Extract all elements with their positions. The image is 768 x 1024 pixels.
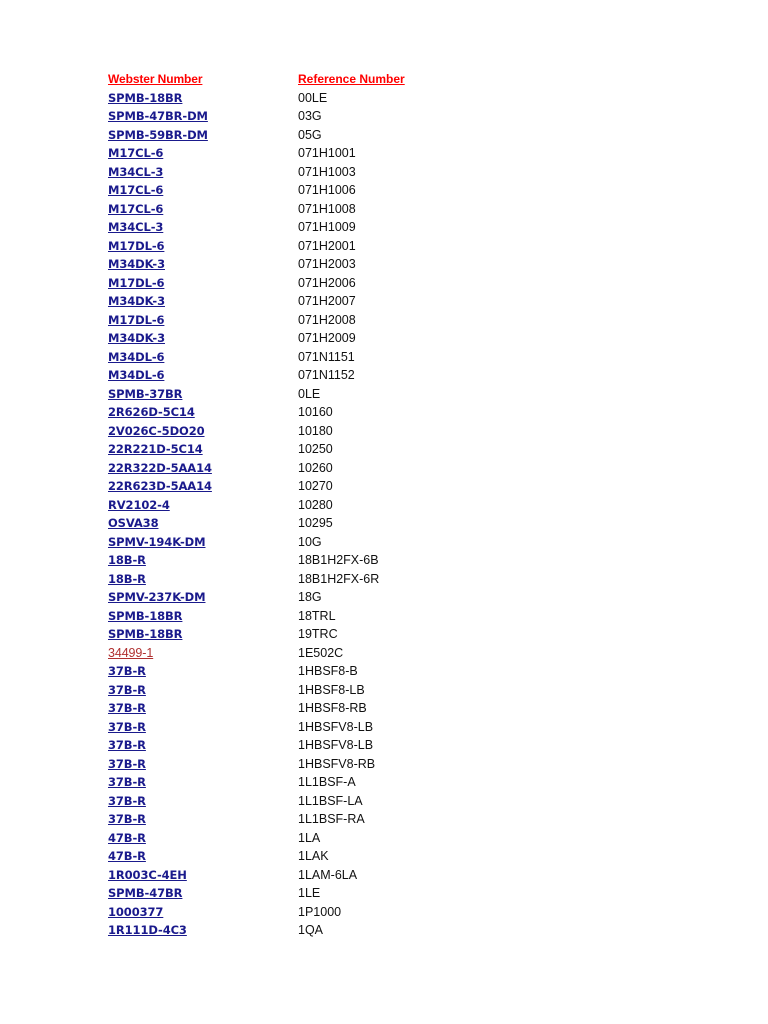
table-row <box>0 810 768 829</box>
reference-number-cell: 071H2008 <box>298 312 356 327</box>
reference-number-cell: 071H2003 <box>298 257 356 271</box>
reference-number-cell: 18B1H2FX-6B <box>298 553 379 567</box>
table-row <box>0 699 768 718</box>
table-row <box>0 440 768 459</box>
table-row <box>0 681 768 700</box>
table-row <box>0 366 768 385</box>
webster-number-link[interactable]: 2R626D-5C14 <box>108 405 195 419</box>
webster-number-link[interactable]: 37B-R <box>108 738 146 752</box>
table-row <box>0 403 768 422</box>
reference-number-cell: 1HBSFV8-LB <box>298 719 374 734</box>
reference-number-cell: 071H2009 <box>298 331 356 345</box>
table-row <box>0 200 768 219</box>
reference-number-cell: 1LE <box>298 886 321 900</box>
reference-number-cell: 10G <box>298 534 322 549</box>
webster-number-link[interactable]: 34499-1 <box>108 645 154 660</box>
reference-number-cell: 10250 <box>298 442 333 456</box>
reference-number-cell: 10295 <box>298 516 333 530</box>
webster-number-link[interactable]: SPMB-47BR <box>108 886 183 900</box>
table-row <box>0 237 768 256</box>
reference-number-cell: 19TRC <box>298 627 338 641</box>
reference-number-cell: 071H2001 <box>298 238 356 253</box>
webster-number-link[interactable]: SPMV-194K-DM <box>108 534 206 549</box>
reference-number-cell: 1LAM-6LA <box>298 867 358 882</box>
table-row <box>0 144 768 163</box>
reference-number-cell: 1HBSF8-LB <box>298 682 365 697</box>
webster-number-link[interactable]: M17DL-6 <box>108 238 165 253</box>
reference-number-cell: 071H1001 <box>298 146 356 160</box>
webster-number-link[interactable]: 47B-R <box>108 849 146 863</box>
reference-number-cell: 071H1009 <box>298 220 356 234</box>
webster-number-link[interactable]: SPMV-237K-DM <box>108 590 206 604</box>
reference-number-cell: 18G <box>298 590 322 604</box>
reference-number-cell: 10280 <box>298 497 333 512</box>
table-row <box>0 459 768 478</box>
webster-number-link[interactable]: 37B-R <box>108 812 146 826</box>
table-row <box>0 718 768 737</box>
webster-number-link[interactable]: RV2102-4 <box>108 497 170 512</box>
reference-number-cell: 1QA <box>298 923 324 937</box>
table-row <box>0 773 768 792</box>
table-row <box>0 329 768 348</box>
reference-number-cell: 1LAK <box>298 849 329 863</box>
webster-number-link[interactable]: 18B-R <box>108 571 146 586</box>
reference-number-header: Reference Number <box>298 72 405 86</box>
webster-number-link[interactable]: SPMB-18BR <box>108 608 183 623</box>
webster-number-link[interactable]: 22R322D-5AA14 <box>108 460 212 475</box>
reference-number-cell: 071H1006 <box>298 183 356 197</box>
table-row <box>0 644 768 663</box>
webster-number-link[interactable]: M34DL-6 <box>108 368 165 382</box>
table-row <box>0 903 768 922</box>
webster-number-link[interactable]: M34DK-3 <box>108 257 165 271</box>
table-row <box>0 422 768 441</box>
reference-number-cell: 10180 <box>298 423 333 438</box>
table-row <box>0 385 768 404</box>
table-row <box>0 89 768 108</box>
webster-number-link[interactable]: M34CL-3 <box>108 220 164 234</box>
reference-number-cell: 05G <box>298 127 322 142</box>
table-row <box>0 126 768 145</box>
webster-number-link[interactable]: 22R623D-5AA14 <box>108 479 212 493</box>
reference-number-cell: 1HBSF8-B <box>298 664 358 678</box>
webster-number-link[interactable]: 37B-R <box>108 793 146 808</box>
webster-number-link[interactable]: 22R221D-5C14 <box>108 442 203 456</box>
table-row <box>0 570 768 589</box>
table-row <box>0 181 768 200</box>
table-row <box>0 514 768 533</box>
table-row <box>0 625 768 644</box>
webster-number-link[interactable]: M34DK-3 <box>108 294 165 308</box>
table-row <box>0 274 768 293</box>
webster-number-link[interactable]: M17DL-6 <box>108 275 165 290</box>
webster-number-link[interactable]: M34DK-3 <box>108 331 165 345</box>
reference-number-cell: 10160 <box>298 405 333 419</box>
table-row <box>0 311 768 330</box>
webster-number-link[interactable]: SPMB-18BR <box>108 90 183 105</box>
reference-number-cell: 18B1H2FX-6R <box>298 571 380 586</box>
webster-number-link[interactable]: 37B-R <box>108 756 146 771</box>
reference-number-cell: 00LE <box>298 90 328 105</box>
reference-number-cell: 10270 <box>298 479 333 493</box>
reference-number-cell: 1E502C <box>298 645 344 660</box>
table-row <box>0 477 768 496</box>
webster-number-link[interactable]: SPMB-59BR-DM <box>108 127 208 142</box>
webster-number-link[interactable]: M17CL-6 <box>108 183 164 197</box>
reference-number-cell: 18TRL <box>298 608 336 623</box>
table-row <box>0 847 768 866</box>
reference-number-cell: 1L1BSF-RA <box>298 812 365 826</box>
table-row <box>0 755 768 774</box>
table-row <box>0 218 768 237</box>
reference-number-cell: 1HBSFV8-LB <box>298 738 374 752</box>
header-row <box>0 70 768 89</box>
webster-number-link[interactable]: 1R111D-4C3 <box>108 923 187 937</box>
reference-number-cell: 1HBSFV8-RB <box>298 756 376 771</box>
table-row <box>0 588 768 607</box>
table-row <box>0 866 768 885</box>
webster-number-link[interactable]: 47B-R <box>108 830 146 845</box>
reference-number-cell: 071N1151 <box>298 349 355 364</box>
table-row <box>0 255 768 274</box>
table-row <box>0 607 768 626</box>
webster-number-link[interactable]: 2V026C-5DO20 <box>108 423 205 438</box>
reference-number-cell: 0LE <box>298 386 321 401</box>
reference-number-cell: 1LA <box>298 830 321 845</box>
webster-number-link[interactable]: 37B-R <box>108 682 146 697</box>
webster-number-link[interactable]: 37B-R <box>108 775 146 789</box>
table-row <box>0 736 768 755</box>
reference-number-cell: 10260 <box>298 460 333 475</box>
webster-number-link[interactable]: 37B-R <box>108 664 146 678</box>
webster-number-link[interactable]: 1000377 <box>108 904 164 919</box>
table-row <box>0 662 768 681</box>
reference-number-cell: 071H2007 <box>298 294 356 308</box>
reference-number-cell: 1P1000 <box>298 904 342 919</box>
table-row <box>0 348 768 367</box>
reference-number-cell: 071H1008 <box>298 201 356 216</box>
webster-number-link[interactable]: M17CL-6 <box>108 201 164 216</box>
webster-number-link[interactable]: SPMB-47BR-DM <box>108 109 208 123</box>
webster-number-header: Webster Number <box>108 72 203 86</box>
webster-number-link[interactable]: OSVA38 <box>108 516 159 530</box>
webster-number-link[interactable]: 1R003C-4EH <box>108 867 187 882</box>
table-row <box>0 921 768 940</box>
table-row <box>0 792 768 811</box>
table-row <box>0 496 768 515</box>
webster-number-link[interactable]: 37B-R <box>108 719 146 734</box>
webster-number-link[interactable]: M34CL-3 <box>108 164 164 179</box>
reference-number-cell: 1HBSF8-RB <box>298 701 367 715</box>
table-row <box>0 533 768 552</box>
reference-number-cell: 1L1BSF-A <box>298 775 356 789</box>
webster-number-link[interactable]: M17CL-6 <box>108 146 164 160</box>
table-row <box>0 551 768 570</box>
table-row <box>0 884 768 903</box>
reference-number-cell: 1L1BSF-LA <box>298 793 363 808</box>
table-row <box>0 107 768 126</box>
reference-number-cell: 03G <box>298 109 322 123</box>
table-row <box>0 829 768 848</box>
webster-number-link[interactable]: M34DL-6 <box>108 349 165 364</box>
webster-number-link[interactable]: SPMB-18BR <box>108 627 183 641</box>
webster-number-link[interactable]: 37B-R <box>108 701 146 715</box>
webster-number-link[interactable]: SPMB-37BR <box>108 386 183 401</box>
table-row <box>0 292 768 311</box>
table-row <box>0 163 768 182</box>
reference-number-cell: 071H2006 <box>298 275 356 290</box>
webster-number-link[interactable]: M17DL-6 <box>108 312 165 327</box>
reference-number-cell: 071N1152 <box>298 368 355 382</box>
webster-number-link[interactable]: 18B-R <box>108 553 146 567</box>
reference-number-cell: 071H1003 <box>298 164 356 179</box>
